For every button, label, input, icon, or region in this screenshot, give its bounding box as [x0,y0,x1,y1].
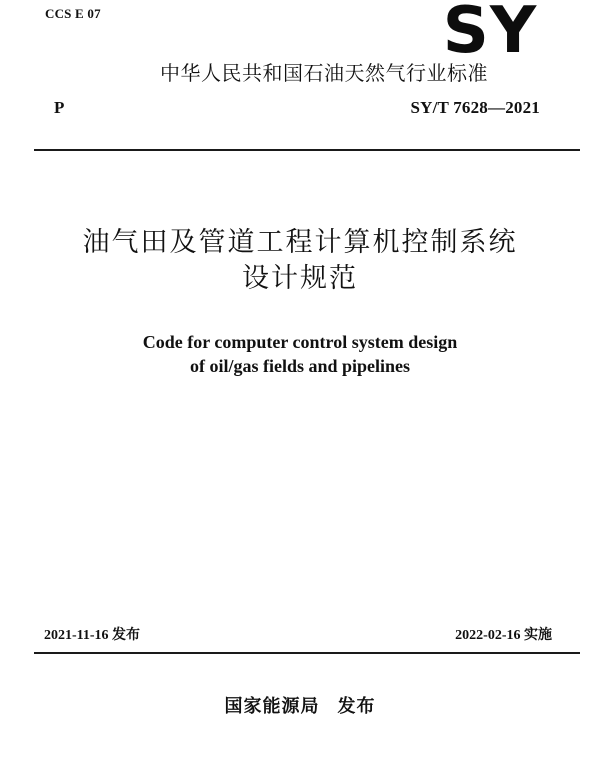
publisher-line [150,695,450,719]
english-title-line-1: Code for computer control system design [142,332,458,352]
chinese-title-line-2: 设计规范 [242,263,358,294]
chinese-title [30,225,570,297]
industry-standard-title: 中华人民共和国石油天然气行业标准 [160,61,488,85]
standard-number: SY/T 7628—2021 [410,98,540,117]
top-divider [34,149,580,151]
english-title-line-2: of oil/gas fields and pipelines [189,356,411,376]
english-title [60,330,540,378]
issue-date: 2021-11-16 发布 [44,628,141,643]
sy-logo: SY [442,0,538,68]
bottom-divider [34,652,580,654]
publisher-name: 国家能源局 [224,696,320,717]
chinese-title-line-1: 油气田及管道工程计算机控制系统 [82,227,518,258]
ccs-code: CCS E 07 [45,6,101,21]
implementation-date: 2022-02-16 实施 [455,628,552,643]
publisher-action: 发布 [337,696,376,717]
category-code: P [54,98,65,117]
